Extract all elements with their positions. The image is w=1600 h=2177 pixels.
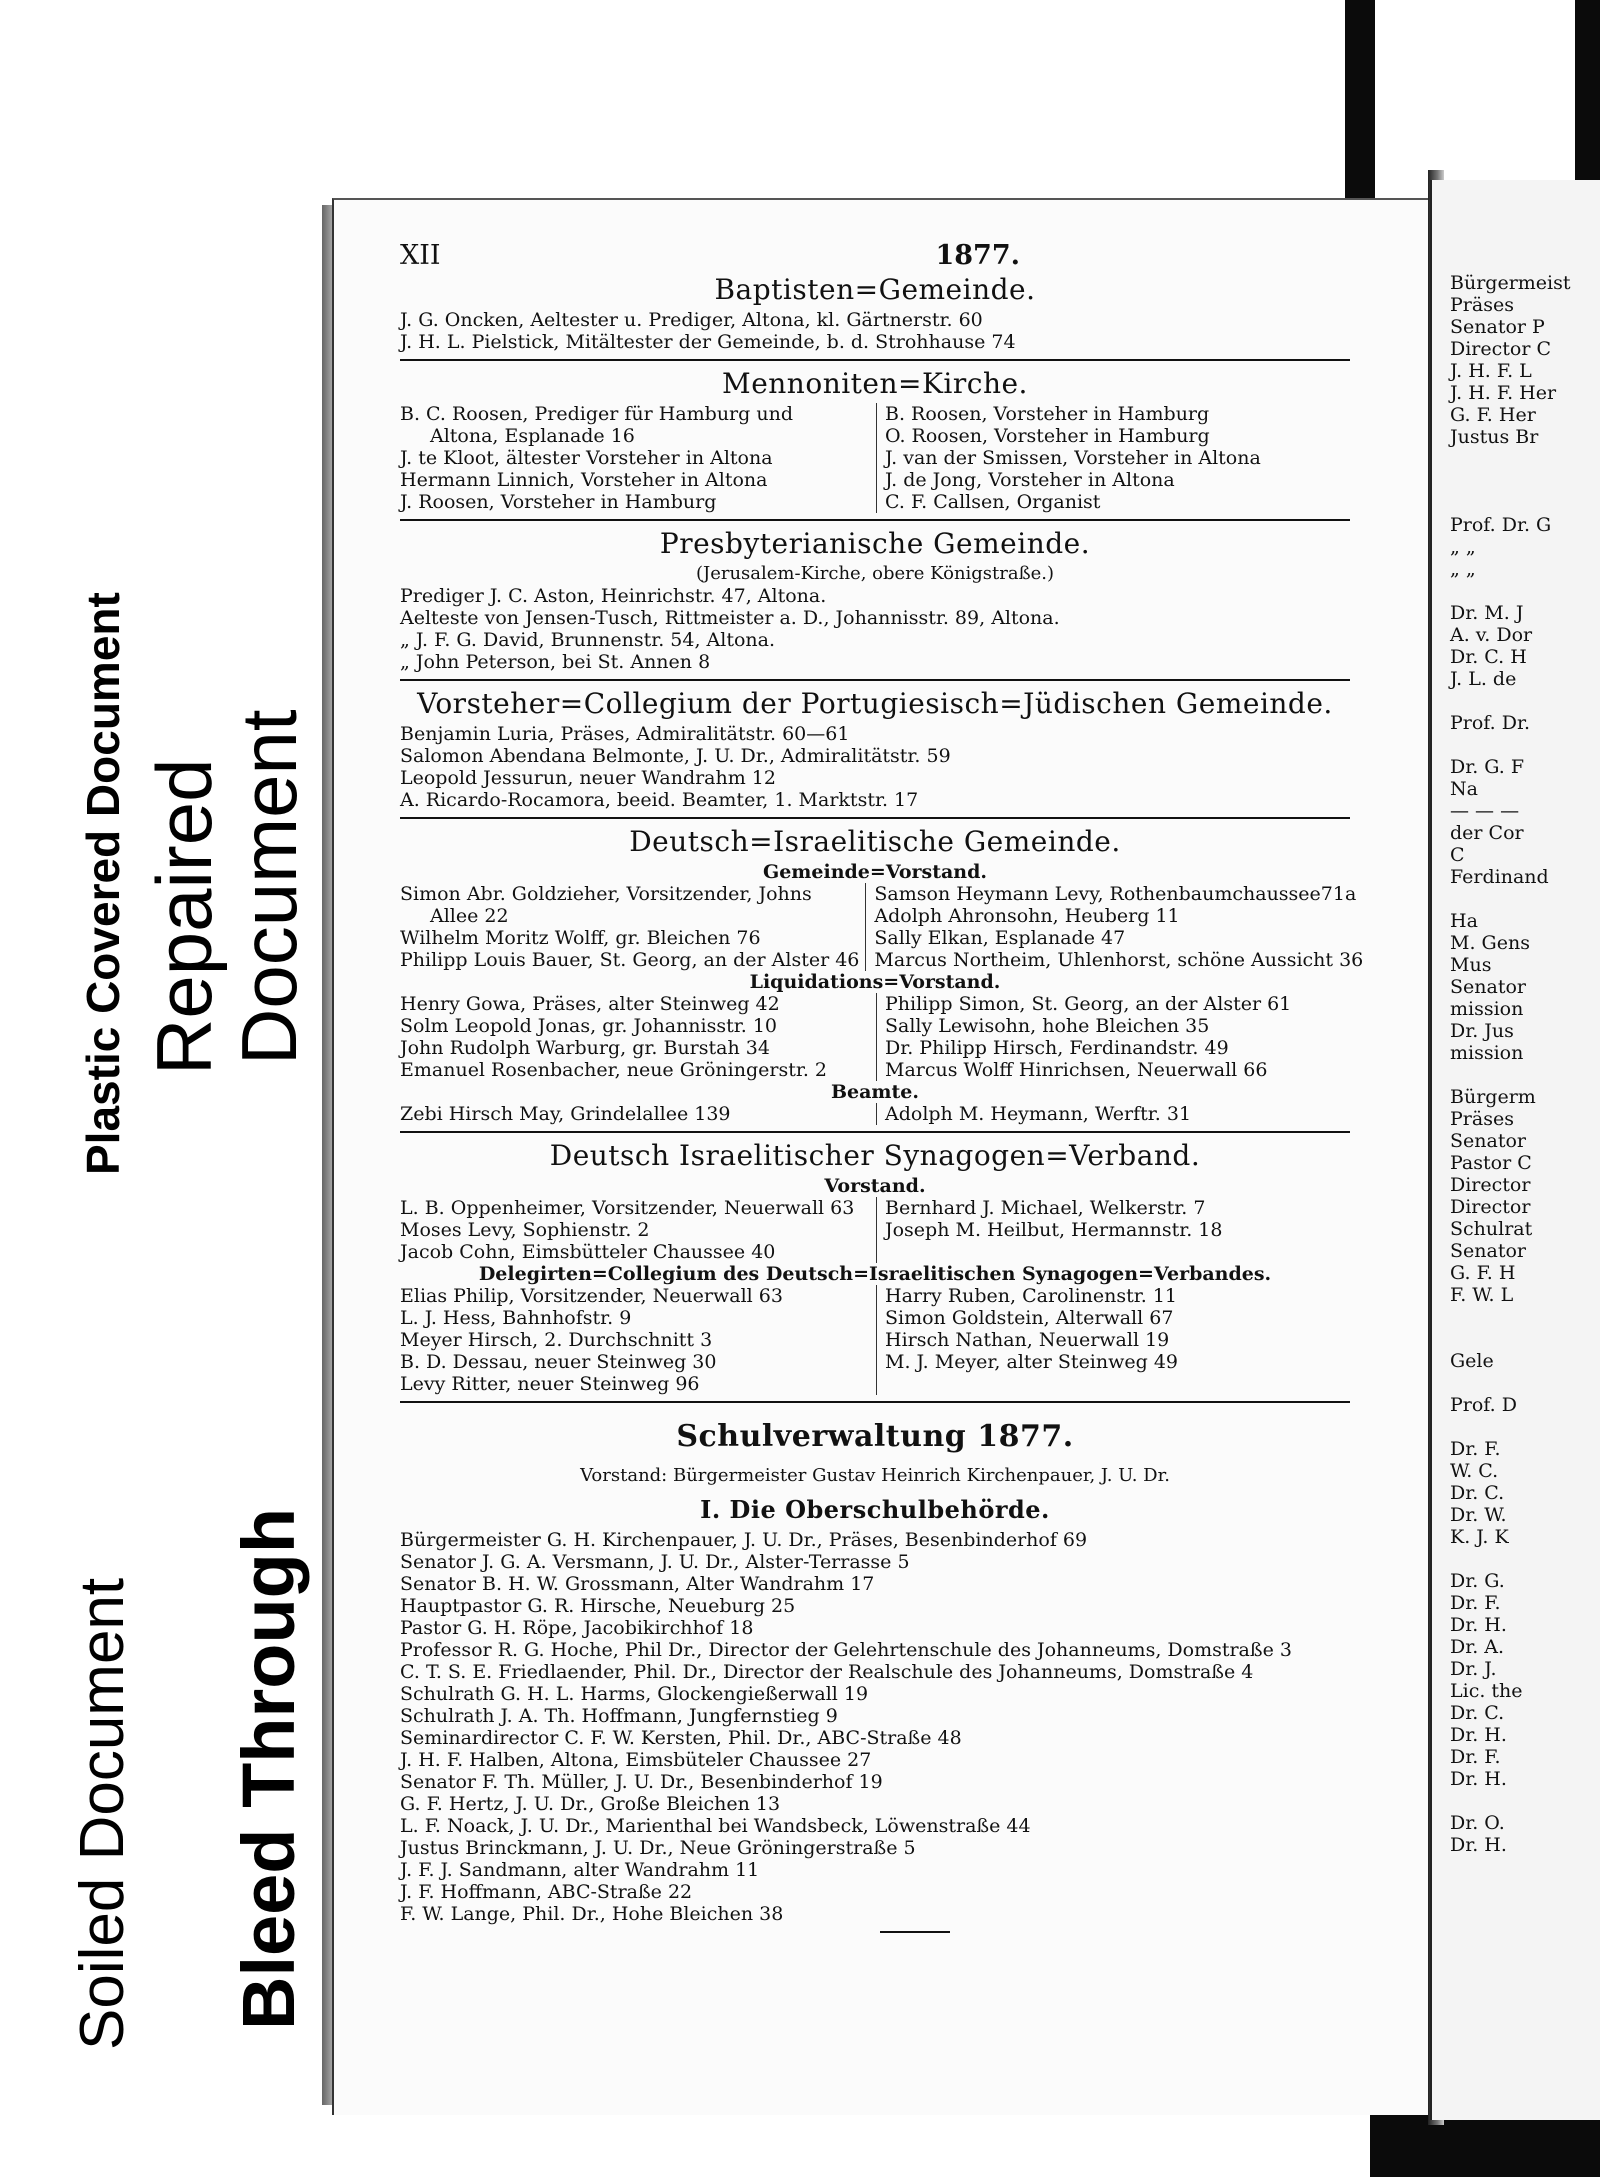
entry-line: Marcus Northeim, Uhlenhorst, schöne Aussicht 36 xyxy=(874,949,1364,971)
facing-line: Dr. H. xyxy=(1450,1834,1507,1856)
entry-line: Harry Ruben, Carolinenstr. 11 xyxy=(885,1285,1177,1307)
facing-line: Dr. F. xyxy=(1450,1438,1501,1460)
gemeinde-vorstand-title: Gemeinde=Vorstand. xyxy=(762,861,987,883)
entry-line: Altona, Esplanade 16 xyxy=(430,425,635,447)
facing-line: J. L. de xyxy=(1450,668,1517,690)
facing-line xyxy=(1450,1416,1571,1438)
synagogen-title: Deutsch Israelitischer Synagogen=Verband. xyxy=(549,1139,1201,1172)
facing-line: Dr. Jus xyxy=(1450,1020,1514,1042)
facing-line: Bürgerm xyxy=(1450,1086,1536,1108)
gemeinde-vorstand-columns xyxy=(400,883,1364,971)
delegirten-left xyxy=(400,1285,877,1395)
facing-line: Director xyxy=(1450,1174,1531,1196)
entry-line: Justus Brinckmann, J. U. Dr., Neue Gröningerstraße 5 xyxy=(400,1837,916,1859)
scan-top-dark-edge xyxy=(1345,0,1375,200)
synagogen-vorstand-title: Vorstand. xyxy=(824,1175,926,1197)
facing-line: Dr. C. xyxy=(1450,1702,1505,1724)
facing-line: A. v. Dor xyxy=(1450,624,1533,646)
entry-line: Joseph M. Heilbut, Hermannstr. 18 xyxy=(885,1219,1223,1241)
facing-line xyxy=(1450,1548,1571,1570)
entry-line: J. F. J. Sandmann, alter Wandrahm 11 xyxy=(400,1859,760,1881)
entry-line: J. F. Hoffmann, ABC-Straße 22 xyxy=(400,1881,693,1903)
entry-line: „ John Peterson, bei St. Annen 8 xyxy=(400,651,711,673)
entry-line: Philipp Simon, St. Georg, an der Alster 61 xyxy=(885,993,1292,1015)
facing-line: Dr. F. xyxy=(1450,1746,1501,1768)
entry-line: Benjamin Luria, Präses, Admiralitätstr. 60—61 xyxy=(400,723,850,745)
facing-line xyxy=(1450,1064,1571,1086)
entry-line: O. Roosen, Vorsteher in Hamburg xyxy=(885,425,1210,447)
entry-line: Henry Gowa, Präses, alter Steinweg 42 xyxy=(400,993,780,1015)
facing-line: Dr. H. xyxy=(1450,1768,1507,1790)
facing-line xyxy=(1450,1328,1571,1350)
facing-line: F. W. L xyxy=(1450,1284,1514,1306)
facing-line: C xyxy=(1450,844,1465,866)
entry-line: Adolph Ahronsohn, Heuberg 11 xyxy=(874,905,1180,927)
entry-line: Elias Philip, Vorsitzender, Neuerwall 63 xyxy=(400,1285,783,1307)
facing-line: „ „ xyxy=(1450,536,1476,558)
section-divider xyxy=(400,519,1350,521)
beamte-title: Beamte. xyxy=(830,1081,920,1103)
facing-line xyxy=(1450,690,1571,712)
facing-line: Prof. D xyxy=(1450,1394,1517,1416)
entry-line: C. F. Callsen, Organist xyxy=(885,491,1101,513)
oberschulbehoerde-title: I. Die Oberschulbehörde. xyxy=(700,1495,1050,1524)
entry-line: Hauptpastor G. R. Hirsche, Neueburg 25 xyxy=(400,1595,796,1617)
facing-line: mission xyxy=(1450,1042,1524,1064)
entry-line: Seminardirector C. F. W. Kersten, Phil. Dr., ABC-Straße 48 xyxy=(400,1727,962,1749)
delegirten-right xyxy=(877,1285,1178,1395)
beamte-left xyxy=(400,1103,877,1125)
entry-line: Hermann Linnich, Vorsteher in Altona xyxy=(400,469,768,491)
entry-line: Sally Elkan, Esplanade 47 xyxy=(874,927,1126,949)
facing-line: Präses xyxy=(1450,294,1514,316)
section-divider xyxy=(400,359,1350,361)
facing-line: mission xyxy=(1450,998,1524,1020)
facing-line xyxy=(1450,734,1571,756)
synagogen-vorstand-columns xyxy=(400,1197,1350,1263)
facing-line: Senator xyxy=(1450,976,1526,998)
liquidations-vorstand-title: Liquidations=Vorstand. xyxy=(749,971,1001,993)
facing-line: Pastor C xyxy=(1450,1152,1532,1174)
facing-line: — — — xyxy=(1450,800,1520,822)
liquidations-vorstand-columns xyxy=(400,993,1350,1081)
facing-line: Senator xyxy=(1450,1240,1526,1262)
facing-line xyxy=(1450,1306,1571,1328)
presbyterian-list xyxy=(400,585,1350,673)
entry-line: Salomon Abendana Belmonte, J. U. Dr., Admiralitätstr. 59 xyxy=(400,745,951,767)
facing-line: Mus xyxy=(1450,954,1492,976)
facing-line: J. H. F. Her xyxy=(1450,382,1557,404)
entry-line: Professor R. G. Hoche, Phil Dr., Director der Gelehrtenschule des Johanneums, Domstraße 3 xyxy=(400,1639,1292,1661)
entry-line: Philipp Louis Bauer, St. Georg, an der Alster 46 xyxy=(400,949,860,971)
mennoniten-right-column xyxy=(877,403,1261,513)
page-header xyxy=(400,240,1350,271)
liquidations-vorstand-right xyxy=(877,993,1291,1081)
israelitisch-title: Deutsch=Israelitische Gemeinde. xyxy=(629,825,1121,858)
entry-line: Pastor G. H. Röpe, Jacobikirchhof 18 xyxy=(400,1617,754,1639)
page-year: 1877. xyxy=(935,240,1020,271)
entry-line: J. van der Smissen, Vorsteher in Altona xyxy=(885,447,1261,469)
entry-line: Senator J. G. A. Versmann, J. U. Dr., Alster-Terrasse 5 xyxy=(400,1551,910,1573)
entry-line: John Rudolph Warburg, gr. Burstah 34 xyxy=(400,1037,770,1059)
entry-line: M. J. Meyer, alter Steinweg 49 xyxy=(885,1351,1179,1373)
schulverwaltung-title: Schulverwaltung 1877. xyxy=(676,1419,1074,1454)
facing-line: Director C xyxy=(1450,338,1552,360)
entry-line: Emanuel Rosenbacher, neue Gröningerstr. 2 xyxy=(400,1059,827,1081)
entry-line: Bernhard J. Michael, Welkerstr. 7 xyxy=(885,1197,1206,1219)
entry-line: Wilhelm Moritz Wolff, gr. Bleichen 76 xyxy=(400,927,761,949)
delegirten-columns xyxy=(400,1285,1350,1395)
entry-line: B. C. Roosen, Prediger für Hamburg und xyxy=(400,403,793,425)
facing-line: der Cor xyxy=(1450,822,1524,844)
facing-line: „ „ xyxy=(1450,558,1476,580)
entry-line: Dr. Philipp Hirsch, Ferdinandstr. 49 xyxy=(885,1037,1229,1059)
presbyterian-title: Presbyterianische Gemeinde. xyxy=(659,527,1091,560)
entry-line: F. W. Lange, Phil. Dr., Hohe Bleichen 38 xyxy=(400,1903,784,1925)
gemeinde-vorstand-right xyxy=(866,883,1363,971)
facing-line: Dr. C. H xyxy=(1450,646,1527,668)
facing-line: Prof. Dr. G xyxy=(1450,514,1552,536)
page-end-rule xyxy=(880,1931,950,1933)
entry-line: Schulrath G. H. L. Harms, Glockengießerwall 19 xyxy=(400,1683,869,1705)
entry-line: Schulrath J. A. Th. Hoffmann, Jungfernstieg 9 xyxy=(400,1705,838,1727)
facing-line: Prof. Dr. xyxy=(1450,712,1531,734)
section-divider xyxy=(400,1131,1350,1133)
portugiesisch-title: Vorsteher=Collegium der Portugiesisch=Jüdischen Gemeinde. xyxy=(417,687,1333,720)
repaired-label: Repaired xyxy=(140,758,228,1075)
facing-line: G. F. H xyxy=(1450,1262,1516,1284)
facing-line: Ha xyxy=(1450,910,1478,932)
facing-line xyxy=(1450,580,1571,602)
entry-line: Hirsch Nathan, Neuerwall 19 xyxy=(885,1329,1170,1351)
facing-line: Dr. M. J xyxy=(1450,602,1524,624)
baptisten-title: Baptisten=Gemeinde. xyxy=(714,273,1036,306)
delegirten-title: Delegirten=Collegium des Deutsch=Israelitischen Synagogen=Verbandes. xyxy=(478,1263,1272,1285)
entry-line: Samson Heymann Levy, Rothenbaumchaussee71a xyxy=(874,883,1357,905)
mennoniten-columns xyxy=(400,403,1350,513)
entry-line: Senator F. Th. Müller, J. U. Dr., Besenbinderhof 19 xyxy=(400,1771,883,1793)
gemeinde-vorstand-left xyxy=(400,883,866,971)
facing-line: Director xyxy=(1450,1196,1531,1218)
mennoniten-left-column xyxy=(400,403,877,513)
beamte-columns xyxy=(400,1103,1350,1125)
entry-line: Simon Goldstein, Alterwall 67 xyxy=(885,1307,1174,1329)
beamte-right xyxy=(877,1103,1191,1125)
facing-page xyxy=(1430,180,1600,2120)
plastic-covered-label: Plastic Covered Document xyxy=(77,592,129,1175)
facing-line: Dr. O. xyxy=(1450,1812,1505,1834)
repaired-document-label: Document xyxy=(225,709,313,1065)
entry-line: „ J. F. G. David, Brunnenstr. 54, Altona. xyxy=(400,629,776,651)
facing-line xyxy=(1450,492,1571,514)
entry-line: Zebi Hirsch May, Grindelallee 139 xyxy=(400,1103,731,1125)
facing-line: Na xyxy=(1450,778,1478,800)
schulverwaltung-vorstand: Vorstand: Bürgermeister Gustav Heinrich Kirchenpauer, J. U. Dr. xyxy=(580,1465,1170,1486)
facing-line: Ferdinand xyxy=(1450,866,1549,888)
entry-line: B. Roosen, Vorsteher in Hamburg xyxy=(885,403,1210,425)
facing-line: Dr. A. xyxy=(1450,1636,1505,1658)
section-divider xyxy=(400,817,1350,819)
entry-line: A. Ricardo-Rocamora, beeid. Beamter, 1. Marktstr. 17 xyxy=(400,789,919,811)
facing-line: Justus Br xyxy=(1450,426,1539,448)
facing-line: K. J. K xyxy=(1450,1526,1509,1548)
facing-line: Dr. W. xyxy=(1450,1504,1507,1526)
entry-line: L. J. Hess, Bahnhofstr. 9 xyxy=(400,1307,632,1329)
entry-line: Solm Leopold Jonas, gr. Johannisstr. 10 xyxy=(400,1015,778,1037)
facing-line xyxy=(1450,470,1571,492)
facing-line: Lic. the xyxy=(1450,1680,1523,1702)
entry-line: B. D. Dessau, neuer Steinweg 30 xyxy=(400,1351,717,1373)
entry-line: Adolph M. Heymann, Werftr. 31 xyxy=(885,1103,1192,1125)
facing-line: Dr. H. xyxy=(1450,1614,1507,1636)
page-number: XII xyxy=(400,240,441,271)
bleed-through-label: Bleed Through xyxy=(227,1507,310,2030)
facing-line: Dr. C. xyxy=(1450,1482,1505,1504)
entry-line: Levy Ritter, neuer Steinweg 96 xyxy=(400,1373,700,1395)
entry-line: L. B. Oppenheimer, Vorsitzender, Neuerwall 63 xyxy=(400,1197,855,1219)
entry-line: Jacob Cohn, Eimsbütteler Chaussee 40 xyxy=(400,1241,776,1263)
facing-line: Schulrat xyxy=(1450,1218,1533,1240)
entry-line: Prediger J. C. Aston, Heinrichstr. 47, Altona. xyxy=(400,585,827,607)
facing-line: Senator xyxy=(1450,1130,1526,1152)
synagogen-vorstand-left xyxy=(400,1197,877,1263)
entry-line: Simon Abr. Goldzieher, Vorsitzender, Johns xyxy=(400,883,812,905)
entry-line: Leopold Jessurun, neuer Wandrahm 12 xyxy=(400,767,776,789)
synagogen-vorstand-right xyxy=(877,1197,1222,1263)
oberschulbehoerde-list xyxy=(400,1529,1350,1925)
soiled-document-label: Soiled Document xyxy=(68,1577,137,2050)
section-divider xyxy=(400,1401,1350,1403)
entry-line: Bürgermeister G. H. Kirchenpauer, J. U. Dr., Präses, Besenbinderhof 69 xyxy=(400,1529,1088,1551)
entry-line: J. H. L. Pielstick, Mitältester der Gemeinde, b. d. Strohhause 74 xyxy=(400,331,1016,353)
facing-line: Gele xyxy=(1450,1350,1494,1372)
entry-line: Marcus Wolff Hinrichsen, Neuerwall 66 xyxy=(885,1059,1268,1081)
facing-line xyxy=(1450,1372,1571,1394)
mennoniten-title: Mennoniten=Kirche. xyxy=(722,367,1028,400)
entry-line: J. te Kloot, ältester Vorsteher in Altona xyxy=(400,447,773,469)
facing-line: G. F. Her xyxy=(1450,404,1536,426)
facing-line xyxy=(1450,1790,1571,1812)
facing-line: Dr. G. xyxy=(1450,1570,1505,1592)
facing-line xyxy=(1450,888,1571,910)
facing-line: J. H. F. L xyxy=(1450,360,1532,382)
baptisten-list xyxy=(400,309,1350,353)
facing-line xyxy=(1450,448,1571,470)
presbyterian-note: (Jerusalem-Kirche, obere Königstraße.) xyxy=(695,563,1055,584)
entry-line: J. de Jong, Vorsteher in Altona xyxy=(885,469,1175,491)
facing-line: Dr. H. xyxy=(1450,1724,1507,1746)
section-divider xyxy=(400,679,1350,681)
facing-line: Bürgermeist xyxy=(1450,272,1571,294)
facing-line: Dr. G. F xyxy=(1450,756,1525,778)
entry-line: J. H. F. Halben, Altona, Eimsbüteler Chaussee 27 xyxy=(400,1749,872,1771)
liquidations-vorstand-left xyxy=(400,993,877,1081)
facing-page-text xyxy=(1450,272,1571,1856)
facing-line: Präses xyxy=(1450,1108,1514,1130)
portugiesisch-list xyxy=(400,723,1350,811)
entry-line: J. Roosen, Vorsteher in Hamburg xyxy=(400,491,717,513)
facing-line: M. Gens xyxy=(1450,932,1530,954)
entry-line: Meyer Hirsch, 2. Durchschnitt 3 xyxy=(400,1329,713,1351)
entry-line: C. T. S. E. Friedlaender, Phil. Dr., Director der Realschule des Johanneums, Domstraße 4 xyxy=(400,1661,1254,1683)
facing-line: Dr. F. xyxy=(1450,1592,1501,1614)
page-content xyxy=(400,240,1364,1933)
entry-line: J. G. Oncken, Aeltester u. Prediger, Altona, kl. Gärtnerstr. 60 xyxy=(400,309,983,331)
entry-line: Allee 22 xyxy=(430,905,509,927)
entry-line: G. F. Hertz, J. U. Dr., Große Bleichen 13 xyxy=(400,1793,781,1815)
entry-line: Aelteste von Jensen-Tusch, Rittmeister a. D., Johannisstr. 89, Altona. xyxy=(400,607,1060,629)
facing-line: Senator P xyxy=(1450,316,1545,338)
entry-line: Senator B. H. W. Grossmann, Alter Wandrahm 17 xyxy=(400,1573,875,1595)
facing-line: Dr. J. xyxy=(1450,1658,1497,1680)
entry-line: L. F. Noack, J. U. Dr., Marienthal bei Wandsbeck, Löwenstraße 44 xyxy=(400,1815,1031,1837)
facing-line: W. C. xyxy=(1450,1460,1499,1482)
entry-line: Sally Lewisohn, hohe Bleichen 35 xyxy=(885,1015,1210,1037)
entry-line: Moses Levy, Sophienstr. 2 xyxy=(400,1219,650,1241)
